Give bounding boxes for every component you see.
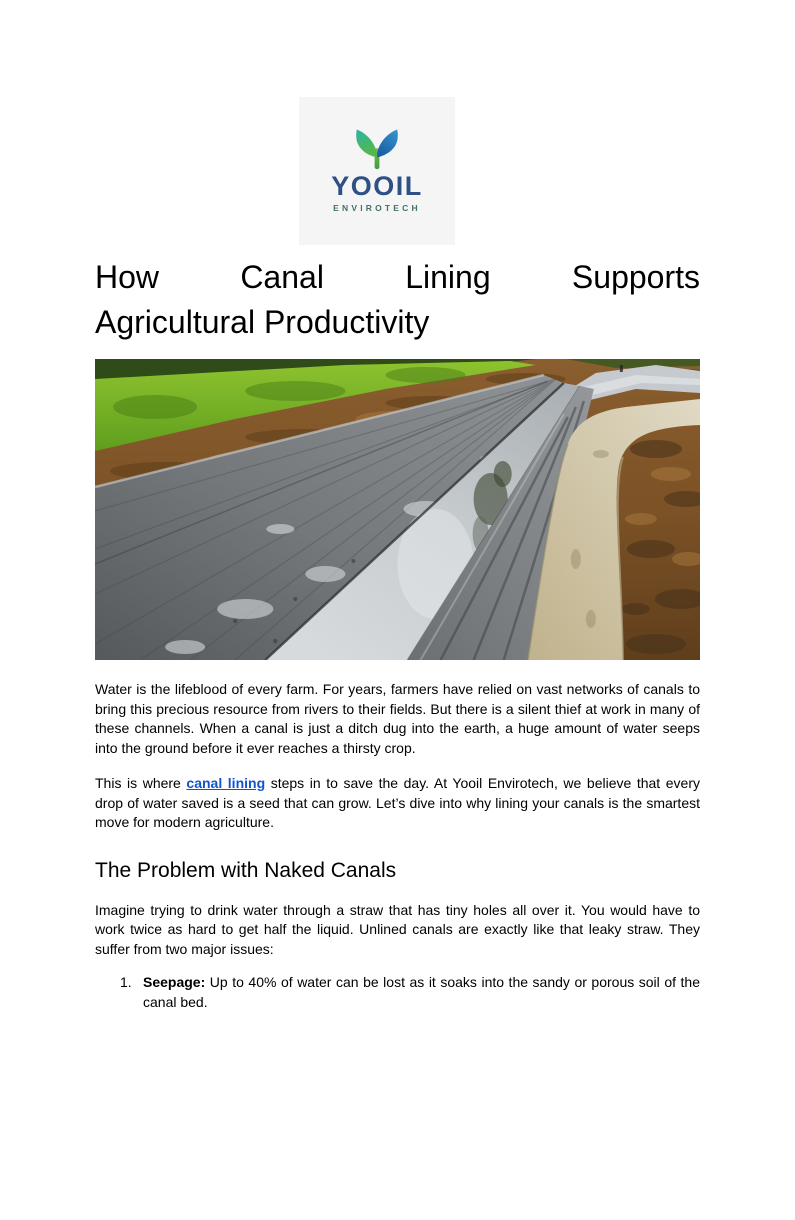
- page-title-line2: Agricultural Productivity: [95, 304, 430, 340]
- list-item-body-text: Up to 40% of water can be lost as it soaks into the sandy or porous soil of the canal bed.: [143, 974, 700, 1010]
- paragraph-intro: Water is the lifeblood of every farm. For years, farmers have relied on vast networks of canals to bring this precious resource from rivers to their fields. But there is a silent thief at work in many of these channels. When a canal is just a ditch dug into the earth, a huge amount of water seeps into the ground before it ever reaches a thirsty crop.: [95, 681, 700, 756]
- company-logo: [299, 97, 455, 245]
- list-item-text: [143, 973, 700, 1012]
- logo-subbrand-text: ENVIROTECH: [333, 203, 421, 213]
- canal-lining-link[interactable]: canal lining: [186, 775, 266, 791]
- document-page: [0, 97, 700, 1012]
- paragraph-solution: [95, 774, 700, 833]
- logo-brand-text: YOOIL: [331, 171, 423, 201]
- canal-photo: [95, 359, 700, 660]
- list-item-bold-label: Seepage:: [143, 974, 206, 990]
- issues-list: [95, 973, 700, 1012]
- list-item-seepage: [95, 973, 700, 1012]
- paragraph-solution-before: This is where: [95, 775, 187, 791]
- page-title-line1: How Canal Lining Supports: [95, 259, 700, 295]
- paragraph-solution-after: steps in to save the day. At Yooil Envirotech, we believe that every drop of water saved is a seed that can grow. Let’s dive into why lining your canals is the smartest move for modern agriculture.: [95, 775, 701, 830]
- paragraph-straw-analogy: Imagine trying to drink water through a straw that has tiny holes all over it. You would have to work twice as hard to get half the liquid. Unlined canals are exactly like that leaky straw. They suffer from two major issues:: [95, 901, 700, 957]
- page-title: [95, 255, 700, 345]
- list-item-number: 1.: [120, 974, 132, 990]
- section-heading-problem: The Problem with Naked Canals: [95, 858, 397, 882]
- yooil-leaf-y-icon: [347, 127, 407, 171]
